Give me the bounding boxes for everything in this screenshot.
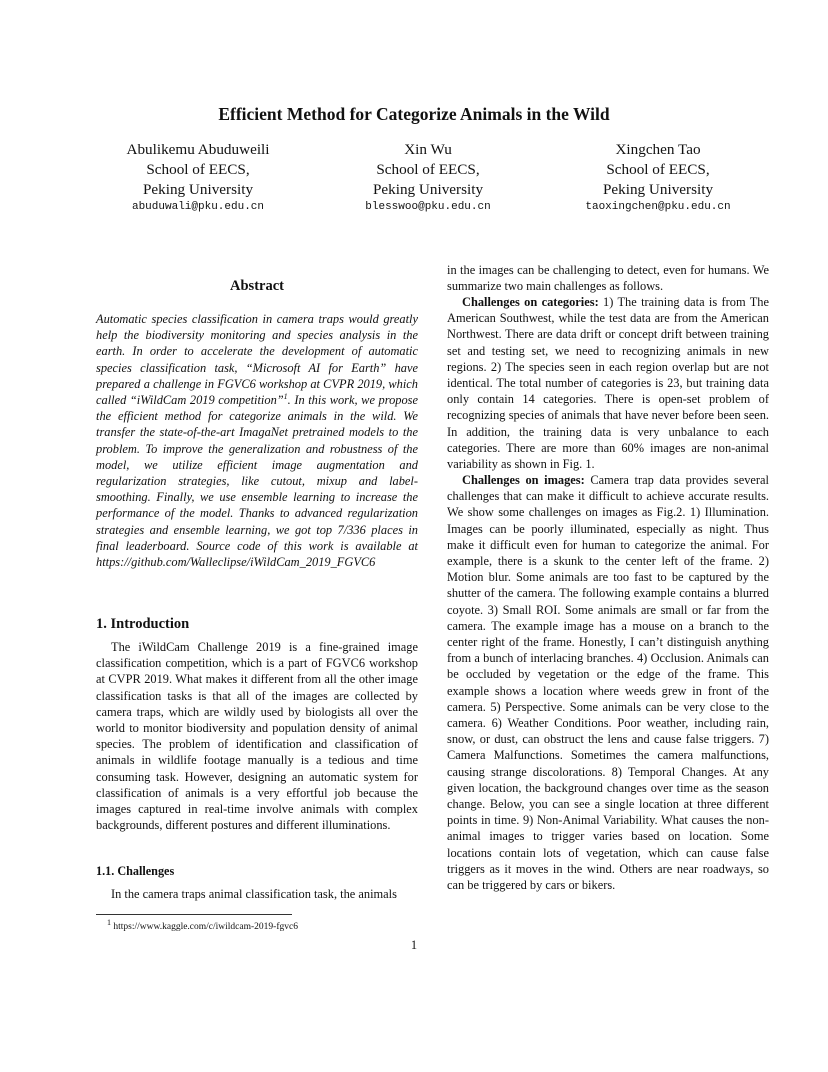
section-heading-introduction: 1. Introduction [96, 616, 190, 632]
footnote-url: https://www.kaggle.com/c/iwildcam-2019-fgvc6 [111, 922, 298, 932]
challenges-intro-continued: in the images can be challenging to detect, even for humans. We summarize two main challenges as follows. [447, 263, 769, 294]
abstract-heading: Abstract [230, 278, 284, 294]
challenges-intro-paragraph: In the camera traps animal classification task, the animals [111, 887, 397, 901]
footnote-number: 1 [107, 917, 111, 927]
footnote [107, 917, 427, 933]
page-number: 1 [410, 938, 418, 952]
author-university: Peking University [142, 181, 254, 198]
categories-text: 1) The training data is from The American Southwest, while the test data are from the American Northwest. There are data drift or concept drift between training set and testing set, we need to recognizing animals in new regions. 2) The species seen in each region overlap but are not identical. The total number of categories is 23, but training data only contain 14 categories. There is open-set problem of recognizing species of animals that have never before been seen. In addition, the training data is very unbalance to each categories. There are more than 60% images are non-animal variability as shown in Fig. 1. [447, 295, 769, 472]
author-name: Xingchen Tao [615, 141, 701, 158]
author-block-3 [528, 140, 788, 214]
author-email: abuduwali@pku.edu.cn [131, 201, 265, 213]
abstract-text [96, 311, 418, 570]
author-name: Abulikemu Abuduweili [126, 141, 270, 158]
author-name: Xin Wu [404, 141, 452, 158]
author-block-1 [68, 140, 328, 214]
author-university: Peking University [602, 181, 714, 198]
paper-title: Efficient Method for Categorize Animals in the Wild [218, 104, 610, 124]
author-school: School of EECS, [376, 161, 480, 178]
author-university: Peking University [372, 181, 484, 198]
author-block-2 [298, 140, 558, 214]
images-label: Challenges on images: [462, 473, 585, 487]
author-school: School of EECS, [606, 161, 710, 178]
images-text: Camera trap data provides several challenges that can make it difficult to achieve accurate results. We show some challenges on images as Fig.2. 1) Illumination. Images can be poorly illuminated, especially as night. Thus make it difficult even for human to categorize the animal. For example, there is a skunk to the center left of the frame. 2) Motion blur. Some animals are too fast to be captured by the shutter of the camera. The following example contains a blurred coyote. 3) Small ROI. Some animals are small or far from the camera. The example image has a mouse on a branch to the center right of the frame. Honestly, I can’t distinguish anything from a bunch of interlacing branches. 4) Occlusion. Animals can be occluded by vegetation or the edge of the frame. This example shows a location where weeds grew in front of the camera. 5) Perspective. Some animals can be very close to the camera. 6) Weather Conditions. Poor weather, including rain, snow, or dust, can obstruct the lens and cause false triggers. 7) Camera Malfunctions. Sometimes the camera malfunctions, causing strange discolorations. 8) Temporal Changes. At any given location, the background changes over time as the season change. Below, you can see a single location at three different points in time. 9) Non-Animal Variability. What causes the non-animal images to trigger varies based on location. Some locations contain lots of vegetation, which can cause false triggers as it moves in the wind. Others are near roadways, so can be triggered by cars or bikers. [447, 473, 769, 893]
footnote-divider [96, 914, 292, 915]
abstract-body-cont: . In this work, we propose the efficient method for categorize animals in the wild. We transfer the state-of-the-art ImagaNet pretrained models to the problem. To improve the generalization and robustness of the model, we utilize efficient image augmentation and regularization strategies, like cutout, mixup and label-smoothing. Finally, we use ensemble learning to increase the performance of the model. Thanks to advanced regularization strategies and ensemble learning, we got top 7/336 places in final leaderboard. Source code of this work is available at https://github.com/Walleclipse/iWildCam_2019_FGVC6 [96, 393, 418, 570]
categories-label: Challenges on categories: [462, 295, 599, 309]
categories-paragraph [447, 294, 769, 472]
author-email: blesswoo@pku.edu.cn [365, 201, 491, 213]
subsection-heading-challenges: 1.1. Challenges [96, 864, 175, 878]
footnote-mark: 1 [283, 391, 288, 401]
images-paragraph [447, 472, 769, 893]
author-email: taoxingchen@pku.edu.cn [585, 201, 731, 213]
intro-paragraph: The iWildCam Challenge 2019 is a fine-grained image classification competition, which is a part of FGVC6 workshop at CVPR 2019. What makes it different from all the other image classification tasks is that all of the images are collected by camera traps, which are wildly used by biologists all over the world to monitor biodiversity and population density of animal species. The problem of identification and classification of animals in wildlife footage manually is a tedious and time consuming task. However, designing an automatic system for classification of animals is a very effortful job because the images captured in real-time involve animals with complex backgrounds, different postures and different illuminations. [96, 640, 418, 833]
author-school: School of EECS, [146, 161, 250, 178]
abstract-body: Automatic species classification in camera traps would greatly help the biodiversity monitoring and species analysis in the earth. In order to accelerate the development of automatic species classification task, “Microsoft AI for Earth” have prepared a challenge in FGVC6 workshop at CVPR 2019, which called “iWildCam 2019 competition” [96, 312, 418, 408]
